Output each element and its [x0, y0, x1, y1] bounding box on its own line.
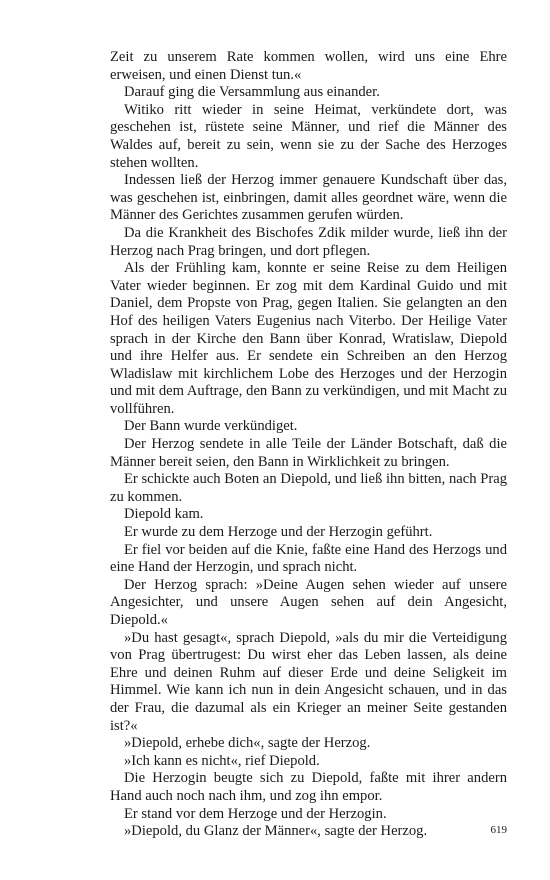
body-text [110, 49, 507, 841]
paragraph: Die Herzogin beugte sich zu Diepold, faßte mit ihrer andern Hand auch noch nach ihm, und zog ihn empor. [110, 770, 507, 804]
paragraph: Darauf ging die Versammlung aus einander. [124, 84, 380, 101]
page-number: 619 [490, 824, 507, 836]
paragraph: Indessen ließ der Herzog immer genauere Kundschaft über das, was geschehen ist, einbringen, damit alles geordnet wäre, wenn die Männer des Gerichtes zusammen gerufen würden. [110, 172, 507, 224]
paragraph: Der Bann wurde verkündiget. [124, 418, 298, 435]
paragraph: Der Herzog sprach: »Deine Augen sehen wieder auf unsere Angesichter, und unsere Augen sehen auf dein Angesicht, Diepold.« [110, 576, 507, 628]
paragraph: »Diepold, du Glanz der Männer«, sagte der Herzog. [124, 823, 428, 840]
paragraph: »Du hast gesagt«, sprach Diepold, »als du mir die Verteidigung von Prag übertrugest: Du wirst eher das Leben lassen, als deine Ehre und deinen Ruhm auf dieser Erde und deine Seligkeit im Himmel. Wie kann ich nun in dein Angesicht schauen, und in das der Frau, die dazumal als ein Krieger an meiner Seite gestanden ist?« [110, 629, 507, 734]
paragraph: Witiko ritt wieder in seine Heimat, verkündete dort, was geschehen ist, rüstete seine Männer, und rief die Männer des Waldes auf, bereit zu sein, wenn sie zu der Sache des Herzoges stehen wollten. [110, 101, 507, 171]
paragraph: »Diepold, erhebe dich«, sagte der Herzog. [124, 735, 371, 752]
paragraph: Er stand vor dem Herzoge und der Herzogin. [124, 805, 387, 822]
paragraph: Da die Krankheit des Bischofes Zdik milder wurde, ließ ihn der Herzog nach Prag bringen, und dort pflegen. [110, 224, 507, 259]
paragraph: Zeit zu unserem Rate kommen wollen, wird uns eine Ehre erweisen, und einen Dienst tun.« [110, 49, 507, 83]
paragraph: Er schickte auch Boten an Diepold, und ließ ihn bitten, nach Prag zu kommen. [110, 471, 507, 505]
paragraph: Als der Frühling kam, konnte er seine Reise zu dem Heiligen Vater wieder beginnen. Er zog mit dem Kardinal Guido und mit Daniel, dem Propste von Prag, gegen Italien. Sie gelangten an den Hof des heiligen Vaters Eugenius nach Viterbo. Der Heilige Vater sprach in der Kirche den Bann über Konrad, Wratislaw, Diepold und ihre Helfer aus. Er sendete ein Schreiben an den Herzog Wladislaw mit kirchlichem Lobe des Herzoges und der Herzogin und mit dem Auftrage, den Bann zu verkündigen, und mit Macht zu vollführen. [110, 260, 507, 417]
paragraph: Er fiel vor beiden auf die Knie, faßte eine Hand des Herzogs und eine Hand der Herzogin, und sprach nicht. [110, 541, 507, 576]
paragraph: »Ich kann es nicht«, rief Diepold. [124, 752, 320, 769]
paragraph: Diepold kam. [124, 506, 204, 523]
paragraph: Er wurde zu dem Herzoge und der Herzogin geführt. [124, 524, 433, 541]
paragraph: Der Herzog sendete in alle Teile der Länder Botschaft, daß die Männer bereit seien, den Bann in Wirklichkeit zu bringen. [110, 436, 507, 470]
